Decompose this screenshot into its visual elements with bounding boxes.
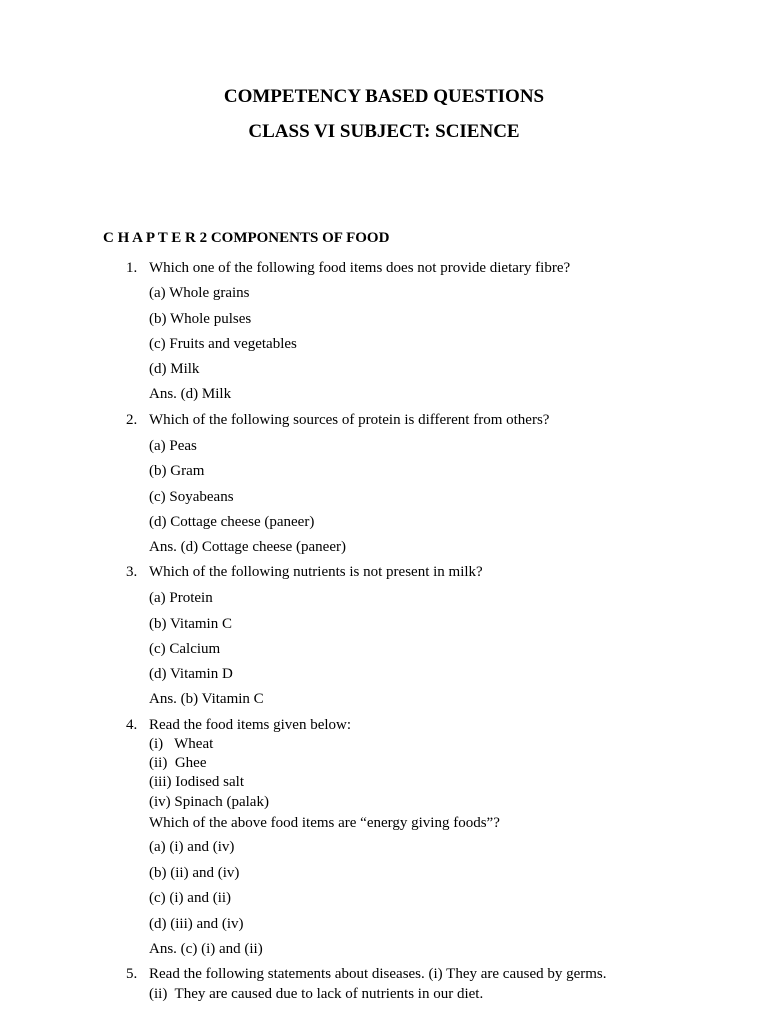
list-item: (iii) Iodised salt: [149, 774, 244, 790]
question-text: Read the food items given below:: [149, 717, 352, 733]
question-text: Which of the following nutrients is not present in milk?: [149, 564, 483, 580]
question-text: Which of the following sources of protein is different from others?: [149, 412, 550, 428]
answer: Ans. (b) Vitamin C: [149, 691, 264, 707]
question-text: Which one of the following food items does not provide dietary fibre?: [149, 260, 571, 276]
list-item: (i) Wheat: [149, 736, 214, 752]
option: (a) Whole grains: [149, 285, 250, 301]
document-title: COMPETENCY BASED QUESTIONS: [223, 86, 545, 107]
option: (b) Gram: [149, 463, 205, 479]
option: (d) Cottage cheese (paneer): [149, 514, 315, 530]
question-subtext: Which of the above food items are “energy giving foods”?: [149, 815, 500, 831]
question-number: 3.: [126, 564, 138, 580]
question-text-continued: (ii) They are caused due to lack of nutrients in our diet.: [149, 986, 484, 1002]
answer: Ans. (d) Milk: [149, 386, 232, 402]
option: (a) Peas: [149, 438, 197, 454]
chapter-heading: C H A P T E R 2 COMPONENTS OF FOOD: [103, 230, 390, 246]
option: (c) Soyabeans: [149, 489, 234, 505]
option: (b) Vitamin C: [149, 616, 232, 632]
question-text: Read the following statements about diseases. (i) They are caused by germs.: [149, 966, 607, 982]
option: (c) Calcium: [149, 641, 221, 657]
question-number: 2.: [126, 412, 138, 428]
question-number: 1.: [126, 260, 138, 276]
list-item: (iv) Spinach (palak): [149, 794, 269, 810]
question-number: 5.: [126, 966, 138, 982]
answer: Ans. (c) (i) and (ii): [149, 941, 263, 957]
document-subtitle: CLASS VI SUBJECT: SCIENCE: [248, 121, 520, 142]
list-item: (ii) Ghee: [149, 755, 207, 771]
option: (b) (ii) and (iv): [149, 865, 240, 881]
answer: Ans. (d) Cottage cheese (paneer): [149, 539, 346, 555]
option: (d) Vitamin D: [149, 666, 233, 682]
option: (c) (i) and (ii): [149, 890, 232, 906]
option: (b) Whole pulses: [149, 311, 252, 327]
option: (c) Fruits and vegetables: [149, 336, 297, 352]
option: (d) (iii) and (iv): [149, 916, 244, 932]
option: (a) Protein: [149, 590, 213, 606]
option: (a) (i) and (iv): [149, 839, 235, 855]
option: (d) Milk: [149, 361, 200, 377]
question-number: 4.: [126, 717, 138, 733]
